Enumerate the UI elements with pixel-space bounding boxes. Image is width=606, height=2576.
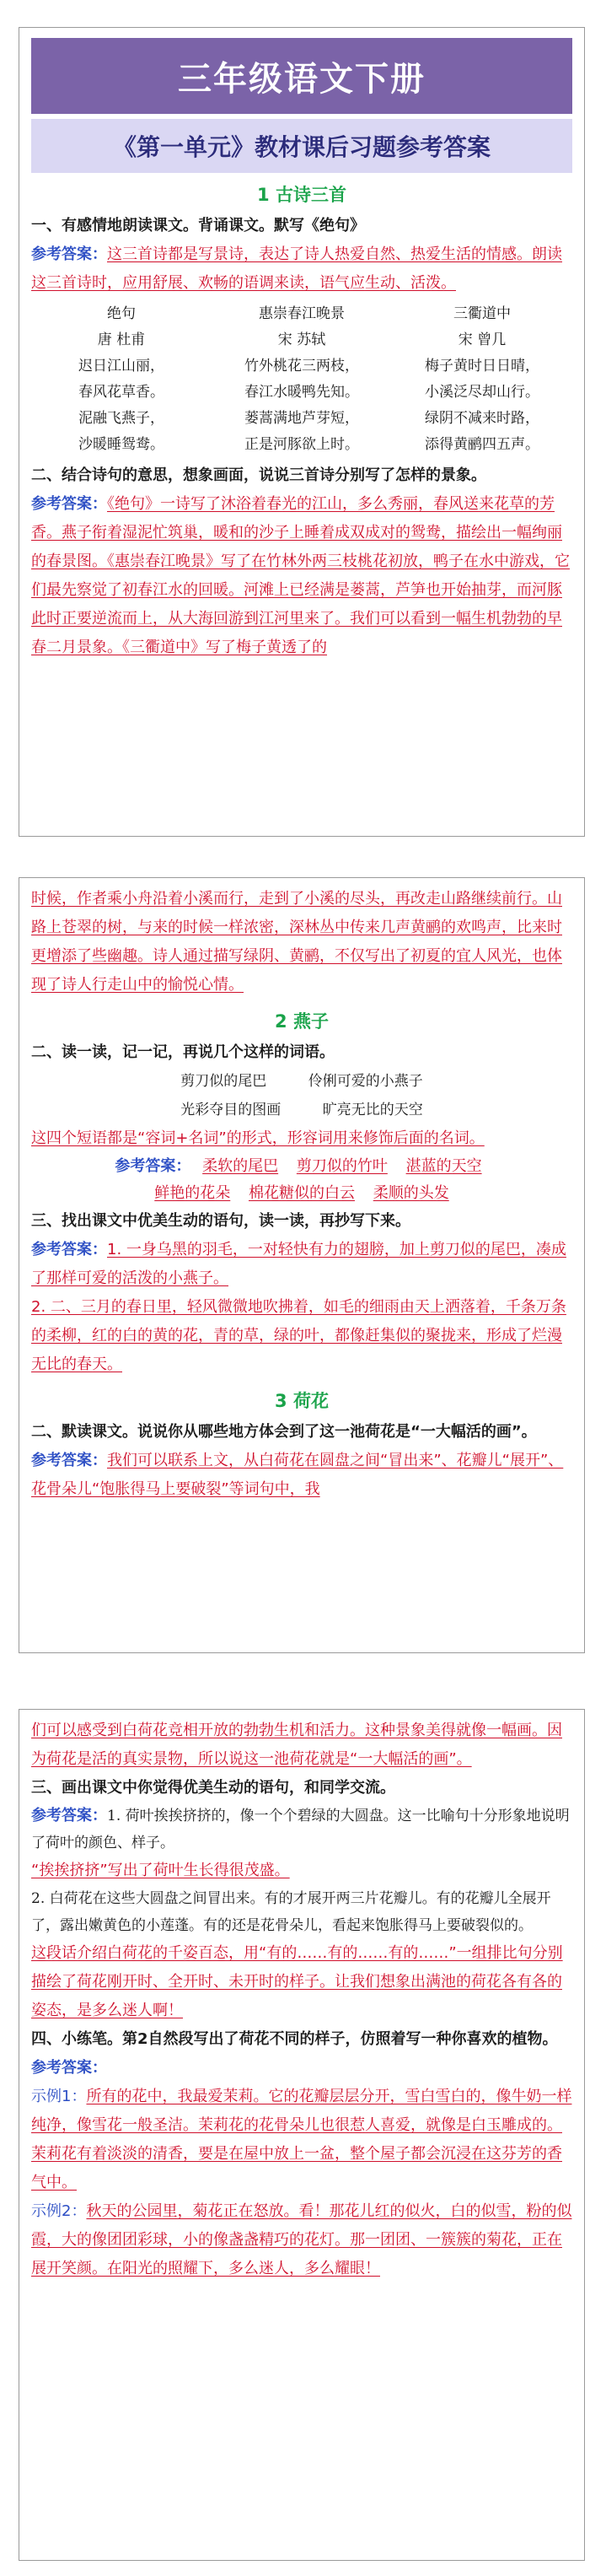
lesson-3-answer-1: [31, 1447, 572, 1504]
lesson-3-note-2a: “挨挨挤挤”写出了荷叶生长得很茂盛。: [31, 1862, 290, 1879]
lesson-1-heading: 1 古诗三首: [257, 185, 346, 205]
poem-line: 竹外桃花三两枝，: [244, 358, 359, 375]
answer-label: 参考答案：: [31, 1452, 107, 1469]
subtitle-banner: [31, 119, 572, 173]
poem-author: 唐 杜甫: [97, 331, 146, 348]
lesson-2-note: 这四个短语都是“容词+名词”的形式，形容词用来修饰后面的名词。: [31, 1129, 485, 1147]
word-item: 光彩夺目的图画: [180, 1102, 282, 1118]
poem-line: 正是河豚欲上时。: [244, 436, 359, 453]
poems-grid: [31, 301, 572, 458]
lesson-3-answer-1-continued: 们可以感受到白荷花竞相开放的勃勃生机和活力。这种景象美得就像一幅画。因为荷花是活的真实景物，所以说这一池荷花就是“一大幅活的画”。: [31, 1722, 562, 1768]
poem-line: 梅子黄时日日晴，: [425, 358, 539, 375]
lesson-1-answer-2-continued: 时候，作者乘小舟沿着小溪而行，走到了小溪的尽头，再改走山路继续前行。山路上苍翠的树，与来的时候一样浓密，深林丛中传来几声黄鹂的欢鸣声，比来时更增添了些幽趣。诗人通过描写绿阴、黄鹂，不仅写出了初夏的宜人风光，也体现了诗人行走山中的愉悦心情。: [31, 890, 562, 994]
lesson-3-answer-3-label: [31, 2054, 572, 2083]
answer-text: 这三首诗都是写景诗，表达了诗人热爱自然、热爱生活的情感。朗读这三首诗时，应用舒展、欢畅的语调来读，语气应生动、活泼。: [31, 245, 562, 292]
lesson-2-answer-2: [31, 1236, 572, 1293]
poem-author: 宋 曾几: [458, 331, 507, 348]
word-list: [31, 1067, 572, 1124]
poem-title: 惠崇春江晚景: [259, 305, 345, 322]
phrase-item: 湛蓝的天空: [405, 1157, 482, 1175]
answer-text: 《绝句》一诗写了沐浴着春光的江山，多么秀丽，春风送来花草的芳香。燕子衔着湿泥忙筑巢，暖和的沙子上睡着成双成对的鸳鸯，描绘出一幅绚丽的春景图。《惠崇春江晚景》写了在竹林外两三枝桃花初放，鸭子在水中游戏，它们最先察觉了初春江水的回暖。河滩上已经满是蒌蒿，芦笋也开始抽芽，而河豚此时正要逆流而上，从大海回游到江河里来了。我们可以看到一幅生机勃勃的早春二月景象。《三衢道中》写了梅子黄透了的: [31, 495, 570, 656]
lesson-1-question-2: 二、结合诗句的意思，想象画面，说说三首诗分别写了怎样的景象。: [31, 466, 486, 484]
answer-label: 参考答案：: [31, 245, 107, 263]
phrase-item: 柔顺的头发: [373, 1184, 449, 1202]
lesson-3-question-1: 二、默读课文。说说你从哪些地方体会到了这一池荷花是“一大幅活的画”。: [31, 1423, 537, 1441]
page-subtitle: 《第一单元》教材课后习题参考答案: [112, 133, 491, 161]
page-3: [19, 1709, 585, 2561]
lesson-1-answer-1: [31, 240, 572, 298]
word-item: 剪刀似的尾巴: [180, 1073, 267, 1090]
phrase-item: 剪刀似的竹叶: [296, 1157, 388, 1175]
poem-line: 蒌蒿满地芦芽短，: [244, 410, 359, 427]
answer-label: 参考答案：: [115, 1157, 191, 1175]
page-1: [19, 27, 585, 837]
poem-line: 泥融飞燕子，: [78, 410, 164, 427]
page-2: [19, 877, 585, 1653]
poem-line: 添得黄鹂四五声。: [425, 436, 539, 453]
phrase-item: 鲜艳的花朵: [154, 1184, 231, 1202]
poem-line: 绿阴不减来时路，: [425, 410, 539, 427]
lesson-3-note-2b: 这段话介绍白荷花的千姿百态，用“有的……有的……有的……”一组排比句分别描绘了荷花刚开时、全开时、未开时的样子。让我们想象出满池的荷花各有各的姿态，是多么迷人啊！: [31, 1944, 563, 2019]
answer-text: 1. 一身乌黑的羽毛，一对轻快有力的翅膀，加上剪刀似的尾巴，凑成了那样可爱的活泼的小燕子。: [31, 1241, 566, 1287]
example-text: 秋天的公园里，菊花正在怒放。看！那花儿红的似火，白的似雪，粉的似霞，大的像团团彩球，小的像盏盏精巧的花灯。那一团团、一簇簇的菊花，正在展开笑颜。在阳光的照耀下，多么迷人，多么耀眼！: [31, 2202, 572, 2277]
lesson-3-question-3: 四、小练笔。第2自然段写出了荷花不同的样子，仿照着写一种你喜欢的植物。: [31, 2030, 558, 2048]
lesson-2-question-2: 三、找出课文中优美生动的语句，读一读，再抄写下来。: [31, 1212, 410, 1230]
lesson-3-example-2: [31, 2197, 572, 2283]
answer-text: 我们可以联系上文，从白荷花在圆盘之间“冒出来”、花瓣儿“展开”、花骨朵儿“饱胀得马上要破裂”等词句中，我: [31, 1452, 564, 1498]
answer-label: 参考答案：: [31, 1241, 107, 1258]
answer-label: 参考答案：: [31, 2059, 107, 2077]
lesson-1-question-1: 一、有感情地朗读课文。背诵课文。默写《绝句》: [31, 217, 365, 234]
example-label: 示例2：: [31, 2202, 87, 2220]
word-item: 旷亮无比的天空: [322, 1102, 423, 1118]
answer-label: 参考答案：: [31, 1807, 107, 1824]
word-item: 伶俐可爱的小燕子: [308, 1073, 423, 1090]
example-label: 示例1：: [31, 2088, 87, 2105]
poem-line: 迟日江山丽，: [78, 358, 164, 375]
title-banner: [31, 38, 572, 114]
poem-title: 绝句: [107, 305, 136, 322]
lesson-2-question-1: 二、读一读，记一记，再说几个这样的词语。: [31, 1043, 335, 1061]
answer-label: 参考答案：: [31, 495, 107, 513]
lesson-1-answer-2: [31, 490, 572, 662]
lesson-2-heading: 2 燕子: [275, 1011, 329, 1032]
phrase-item: 柔软的尾巴: [202, 1157, 279, 1175]
poem-line: 小溪泛尽却山行。: [425, 384, 539, 401]
lesson-3-example-1: [31, 2083, 572, 2197]
lesson-3-answer-2b: 2. 白荷花在这些大圆盘之间冒出来。有的才展开两三片花瓣儿。有的花瓣儿全展开了，露出嫩黄色的小莲蓬。有的还是花骨朵儿，看起来饱胀得马上要破裂似的。: [31, 1890, 551, 1934]
page-title: 三年级语文下册: [178, 58, 426, 99]
answer-phrases: [31, 1153, 572, 1207]
poem-line: 沙暖睡鸳鸯。: [78, 436, 164, 453]
lesson-3-answer-2a: [31, 1803, 572, 1857]
lesson-3-question-2: 三、画出课文中你觉得优美生动的语句，和同学交流。: [31, 1779, 395, 1797]
poem-title: 三衢道中: [453, 305, 511, 322]
lesson-3-heading: 3 荷花: [275, 1391, 329, 1411]
phrase-item: 棉花糖似的白云: [249, 1184, 355, 1202]
example-text: 所有的花中，我最爱茉莉。它的花瓣层层分开，雪白雪白的，像牛奶一样纯净，像雪花一般圣洁。茉莉花的花骨朵儿也很惹人喜爱，就像是白玉雕成的。茉莉花有着淡淡的清香，要是在屋中放上一盆，整个屋子都会沉浸在这芬芳的香气中。: [31, 2088, 572, 2191]
lesson-2-answer-2b: 2. 二、三月的春日里，轻风微微地吹拂着，如毛的细雨由天上洒落着，千条万条的柔柳，红的白的黄的花，青的草，绿的叶，都像赶集似的聚拢来，形成了烂漫无比的春天。: [31, 1298, 566, 1373]
poem-author: 宋 苏轼: [277, 331, 326, 348]
answer-text: 1. 荷叶挨挨挤挤的，像一个个碧绿的大圆盘。这一比喻句十分形象地说明了荷叶的颜色、样子。: [31, 1808, 570, 1851]
poem-line: 春江水暖鸭先知。: [244, 384, 359, 401]
poem-line: 春风花草香。: [78, 384, 164, 401]
